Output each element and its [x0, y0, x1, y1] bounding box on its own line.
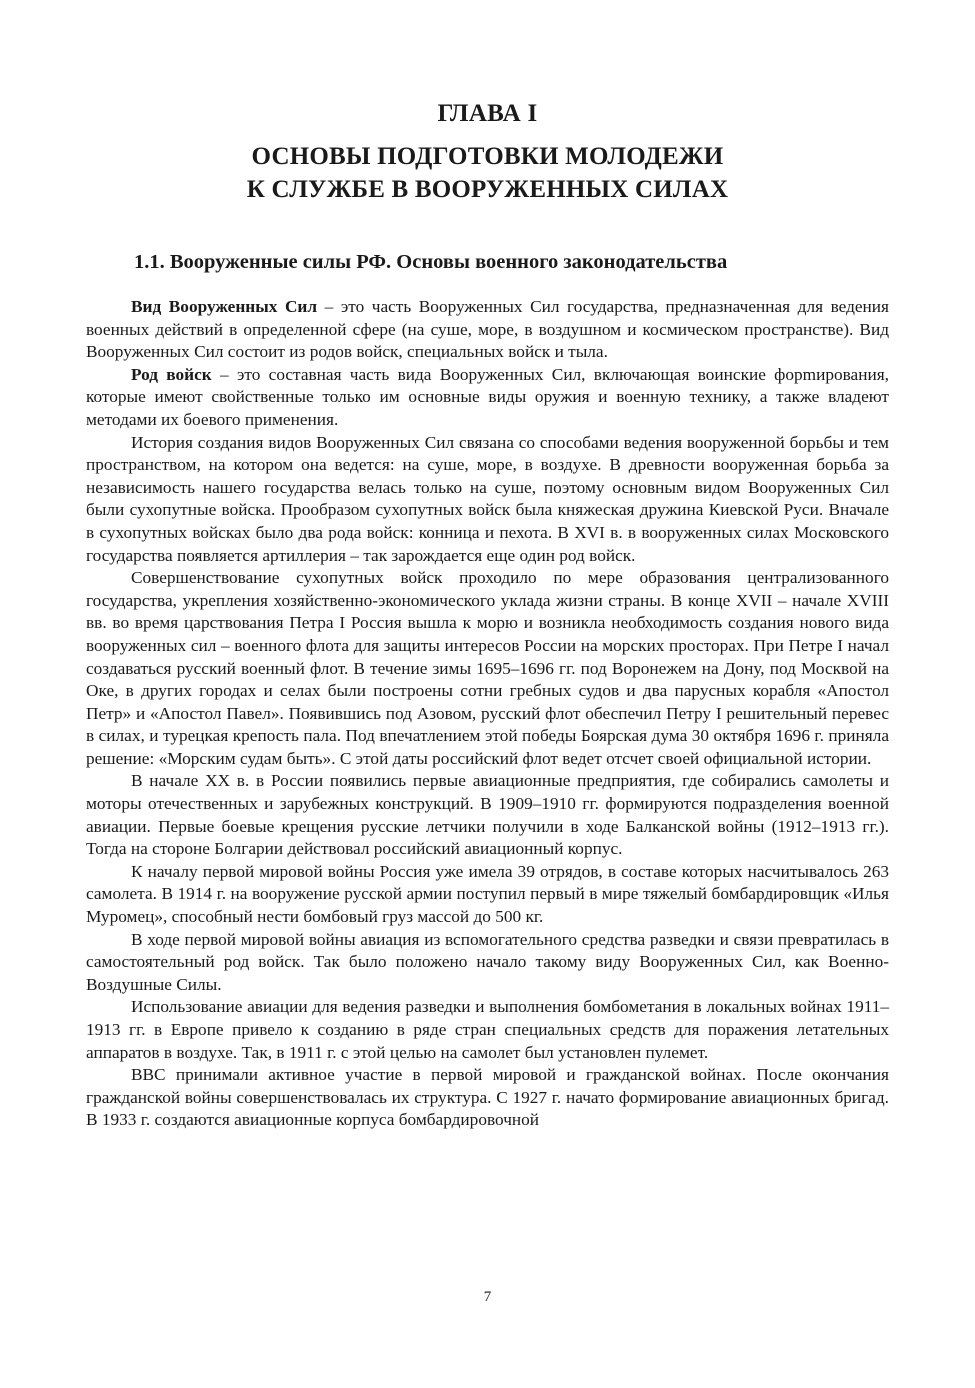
- paragraph-9: ВВС принимали активное участие в первой мировой и гражданской войнах. После окончания гражданской войны совершенствовалась их структура. С 1927 г. начато формирование авиационных бригад. В 1933 г. создаются авиационные корпуса бомбардировочной: [86, 1065, 889, 1130]
- paragraph-7: В ходе первой мировой войны авиация из вспомогательного средства разведки и связи превратилась в самостоятельный род войск. Так было положено начало такому виду Вооруженных Сил, как Военно-Воздушные Силы.: [86, 929, 889, 994]
- paragraph-text: – это часть Вооруженных Сил государства, предназначенная для ведения военных действий в определенной сфере (на суше, море, в воздушном и космическом пространстве). Вид Вооруженных Сил состоит из родов войск, специальных войск и тыла.: [86, 297, 889, 362]
- body-text: [86, 296, 889, 1132]
- section-heading: 1.1. Вооруженные силы РФ. Основы военного законодательства: [134, 251, 728, 273]
- paragraph-5: В начале XX в. в России появились первые авиационные предприятия, где собирались самолеты и моторы отечественных и зарубежных конструкций. В 1909–1910 гг. формируются подразделения военной авиации. Первые боевые крещения русские летчики получили в ходе Балканской войны (1912–1913 гг.). Тогда на стороне Болгарии действовал российский авиационный корпус.: [86, 771, 889, 859]
- term-rod-voysk: Род войск: [131, 364, 212, 384]
- chapter-label: ГЛАВА I: [437, 100, 538, 127]
- chapter-title-line-2: К СЛУЖБЕ В ВООРУЖЕННЫХ СИЛАХ: [246, 176, 729, 203]
- paragraph-3: История создания видов Вооруженных Сил связана со способами ведения вооруженной борьбы и тем пространством, на котором она ведется: на суше, море, в воздухе. В древности вооруженная борьба за независимость нашего государства велась только на суше, поэтому основным видом Вооруженных Сил были сухопутные войска. Прообразом сухопутных войск была княжеская дружина Киевской Руси. Вначале в сухопутных войсках было два рода войск: конница и пехота. В XVI в. в вооруженных силах Московского государства появляется артиллерия – так зарождается еще один род войск.: [86, 432, 889, 565]
- paragraph-2: [86, 364, 889, 432]
- chapter-title-line-1: ОСНОВЫ ПОДГОТОВКИ МОЛОДЕЖИ: [251, 143, 724, 170]
- paragraph-4: Совершенствование сухопутных войск проходило по мере образования централизованного государства, укрепления хозяйственно-экономического уклада жизни страны. В конце XVII – начале XVIII вв. во время царствования Петра I Россия вышла к морю и возникла необходимость создания нового вида вооруженных сил – военного флота для защиты интересов России на морских просторах. При Петре I начал создаваться русский военный флот. В течение зимы 1695–1696 гг. под Воронежем на Дону, под Москвой на Оке, в других городах и селах были построены сотни гребных судов и два парусных корабля «Апостол Петр» и «Апостол Павел». Появившись под Азовом, русский флот обеспечил Петру I решительный перевес в силах, и турецкая крепость пала. Под впечатлением этой победы Боярская дума 30 октября 1696 г. приняла решение: «Морским судам быть». С этой даты российский флот ведет отсчет своей официальной истории.: [86, 568, 889, 768]
- paragraph-6: К началу первой мировой войны Россия уже имела 39 отрядов, в составе которых насчитывалось 263 самолета. В 1914 г. на вооружение русской армии поступил первый в мире тяжелый бомбардировщик «Илья Муромец», способный нести бомбовый груз массой до 500 кг.: [86, 861, 889, 927]
- paragraph-8: Использование авиации для ведения разведки и выполнения бомбометания в локальных войнах 1911–1913 гг. в Европе привело к созданию в ряде стран специальных средств для поражения летательных аппаратов в воздухе. Так, в 1911 г. с этой целью на самолет был установлен пулемет.: [86, 997, 889, 1062]
- page-number: 7: [483, 1289, 492, 1305]
- chapter-title: [0, 140, 975, 206]
- paragraph-1: [86, 296, 889, 364]
- term-vid-vooruzhennyh-sil: Вид Вооруженных Сил: [131, 297, 318, 316]
- paragraph-text: – это составная часть вида Вооруженных Сил, включающая воинские форmирования, которые имеют свойственные только им основные виды оружия и военную технику, а также владеют методами их боевого применения.: [86, 364, 889, 429]
